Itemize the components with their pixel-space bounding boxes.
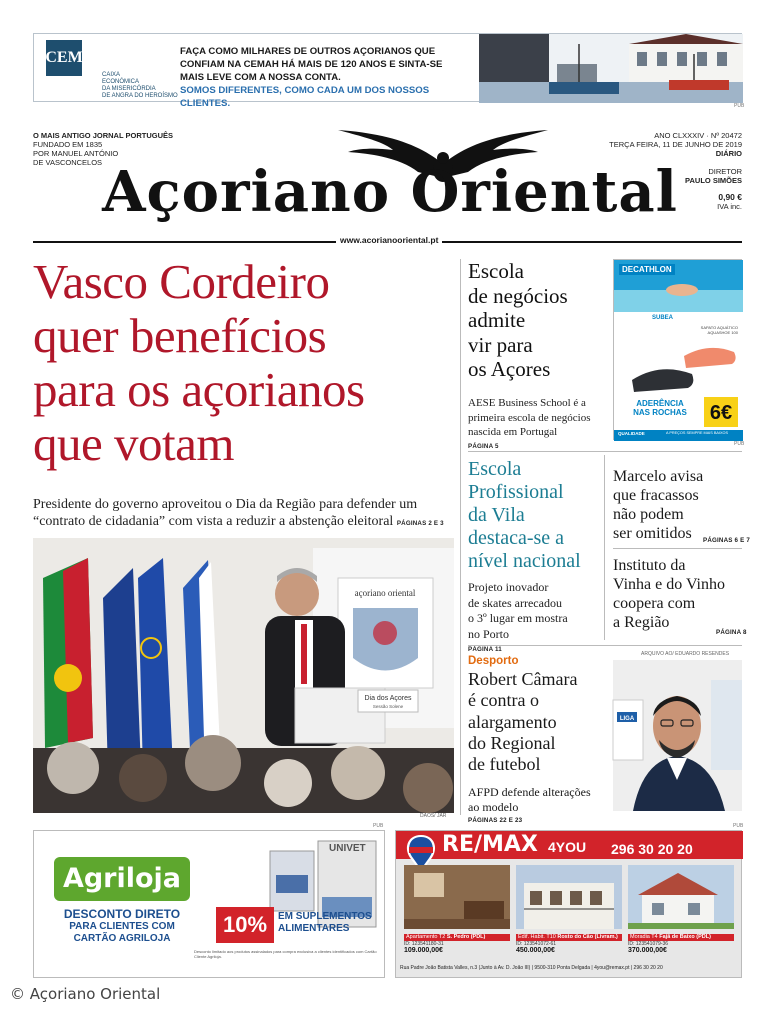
instituto-headline[interactable]: Instituto da Vinha e do Vinho coopera com a Região <box>613 557 725 631</box>
decathlon-slogan: ADERÊNCIA NAS ROCHAS <box>633 399 687 417</box>
column-divider <box>604 455 605 640</box>
escola-negocios-headline[interactable]: Escola de negócios admite vir para os Açores <box>468 259 568 381</box>
masthead-issue-info: ANO CLXXXIV · Nº 20472 TERÇA FEIRA, 11 DE JUNHO DE 2019 DIÁRIO DIRETOR PAULO SIMÕES 0,90 € IVA inc. <box>590 131 742 211</box>
camara-body: AFPD defende alterações ao modelo PÁGINAS 22 E 23 <box>468 785 591 829</box>
liga-badge: LIGA <box>619 716 635 722</box>
pub-label: PUB <box>373 823 384 829</box>
masthead-founding-info: O MAIS ANTIGO JORNAL PORTUGUÊS FUNDADO EM 1835 POR MANUEL ANTÓNIO DE VASCONCELOS <box>33 131 174 167</box>
listing-photo <box>404 865 510 929</box>
agriloja-logo: Agriloja <box>54 857 190 901</box>
agriloja-ad[interactable] <box>33 830 385 978</box>
section-rule <box>613 548 742 549</box>
listing-card[interactable]: Apartamento T2 S. Pedro (PDL) ID: 123541180-31 109.000,00€ <box>404 865 510 949</box>
section-label-desporto: Desporto <box>468 655 519 667</box>
page-reference: PÁGINA 5 <box>468 442 499 450</box>
escola-profissional-body: Projeto inovador de skates arrecadou o 3º lugar em mostra no Porto PÁGINA 11 <box>468 580 568 658</box>
discount-description: EM SUPLEMENTOS ALIMENTARES <box>278 911 372 934</box>
photo-credit: DAOS/ JAR <box>420 813 447 819</box>
discount-percent: 10% <box>216 907 274 943</box>
photo-credit: ARQUIVO AO/ EDUARDO RESENDES <box>641 651 730 657</box>
page-reference: PÁGINAS 22 E 23 <box>468 817 523 824</box>
fine-print: Desconto limitado aos produtos assinalados para compra exclusiva a clientes identificados com Cartão Cliente Agriloja. <box>194 949 377 959</box>
pub-label: PUB <box>733 823 744 829</box>
cem-logo-subtitle: CAIXA ECONÓMICA DA MISERICÓRDIA DE ANGRA DO HEROÍSMO <box>102 72 178 99</box>
page-reference: PÁGINAS 6 E 7 <box>703 537 750 544</box>
remax-office: 4YOU <box>548 839 587 855</box>
page-reference: PÁGINA 11 <box>468 646 502 653</box>
remax-phone: 296 30 20 20 <box>611 841 693 857</box>
cem-tagline: SOMOS DIFERENTES, COMO CADA UM DOS NOSSOS CLIENTES. <box>180 85 430 109</box>
copyright-watermark: © Açoriano Oriental <box>10 985 161 1003</box>
listing-card[interactable]: Moradia T4 Fajã de Baixo (PDL) ID: 123541079-36 370.000,00€ <box>628 865 734 949</box>
page-reference: PÁGINA 8 <box>716 629 747 636</box>
main-lead: Presidente do governo aproveitou o Dia da Região para defender um “contrato de cidadania” com vista a reduzir a abstenção eleitoral PÁGINAS 2 E 3 <box>33 497 444 529</box>
newspaper-title[interactable]: Açoriano Oriental <box>102 159 678 225</box>
shield-text: açoriano oriental <box>354 588 416 598</box>
subea-logo: SUBEA <box>652 315 674 321</box>
escola-negocios-body: AESE Business School é a primeira escola de negócios nascida em Portugal PÁGINA 5 <box>468 396 590 454</box>
decathlon-price: 6€ <box>709 402 733 424</box>
column-divider <box>460 259 461 815</box>
remax-footer: Rua Padre João Batista Valles, n.3 (Junto à Av. D. João III) | 9500-310 Ponta Delgada | 4you@remax.pt | 296 30 20 20 <box>400 965 663 971</box>
product-name: SAPATO AQUÁTICO AQUASHOE 100 <box>700 325 738 335</box>
main-headline[interactable]: Vasco Cordeiro quer benefícios para os açorianos que votam <box>33 254 365 471</box>
listing-card[interactable]: Edif. Habit. T10 Rosto do Cão (Livram.) ID: 123541072-61 450.000,00€ <box>516 865 622 949</box>
decathlon-logo: DECATHLON <box>619 264 675 275</box>
harbor-illustration <box>479 34 743 103</box>
page-reference: PÁGINAS 2 E 3 <box>396 520 444 527</box>
website-link[interactable]: www.acorianooriental.pt <box>336 235 442 245</box>
cem-ad-copy: FAÇA COMO MILHARES DE OUTROS AÇORIANOS QUE CONFIAM NA CEMAH HÁ MAIS DE 120 ANOS E SINTA-SE MAIS LEVE COM A NOSSA CONTA. SOMOS DIFERENTES, COMO CADA UM DOS NOSSOS CLIENTES. <box>180 45 480 110</box>
marcelo-headline[interactable]: Marcelo avisa que fracassos não podem ser omitidos <box>613 468 704 542</box>
remax-logo: RE/MAX <box>442 832 538 857</box>
listing-photo <box>516 865 622 929</box>
podium-sign: Dia dos Açores <box>364 695 412 702</box>
camara-headline[interactable]: Robert Câmara é contra o alargamento do Regional de futebol <box>468 669 578 775</box>
section-rule <box>468 451 742 452</box>
price: 0,90 € <box>718 192 742 202</box>
remax-ad[interactable] <box>395 830 742 978</box>
cem-logo: CEM <box>46 40 82 76</box>
univet-label: UNIVET <box>329 843 366 854</box>
escola-profissional-headline[interactable]: Escola Profissional da Vila destaca-se a nível nacional <box>468 458 581 572</box>
robert-camara-photo <box>613 660 742 811</box>
main-photo <box>33 538 454 813</box>
listing-photo <box>628 865 734 929</box>
pub-label: PUB <box>734 441 745 447</box>
svg-text:Sessão Solene: Sessão Solene <box>372 704 404 709</box>
decathlon-ad[interactable]: DECATHLON SUBEA SAPATO AQUÁTICO AQUASHOE 100 ADERÊNCIA NAS ROCHAS 6€ QUALIDADE A PREÇOS SEMPRE MAIS BAIXOS <box>613 259 742 440</box>
agriloja-offer: DESCONTO DIRETO PARA CLIENTES COM CARTÃO AGRILOJA <box>63 907 181 944</box>
section-rule <box>468 645 742 646</box>
pub-label: PUB <box>734 103 745 109</box>
